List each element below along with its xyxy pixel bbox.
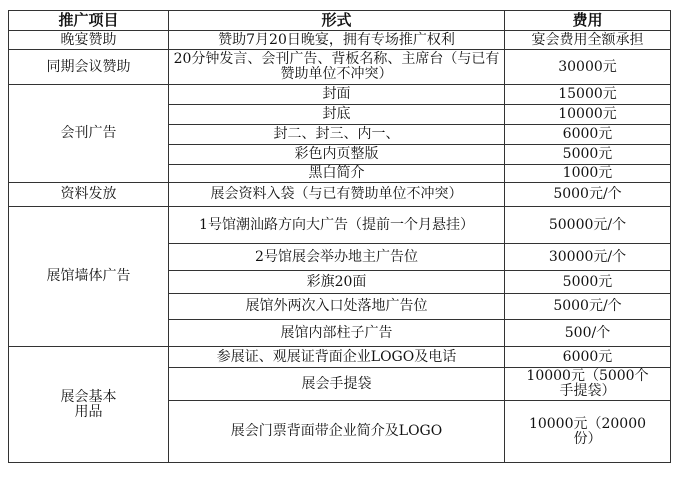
header-form: 形式 xyxy=(169,11,505,31)
form-cell: 封二、封三、内一、 xyxy=(169,125,505,145)
table-row xyxy=(9,207,671,244)
form-cell: 彩旗20面 xyxy=(169,271,505,294)
fee-cell: 10000元 xyxy=(505,105,671,125)
fee-cell: 50000元/个 xyxy=(505,207,671,244)
fee-cell: 15000元 xyxy=(505,85,671,105)
promotion-price-table xyxy=(8,10,671,463)
item-cell: 展馆墙体广告 xyxy=(9,207,169,347)
table-row xyxy=(9,347,671,368)
item-cell: 展会基本用品 xyxy=(9,347,169,463)
form-cell: 封面 xyxy=(169,85,505,105)
form-cell: 彩色内页整版 xyxy=(169,145,505,165)
item-cell: 同期会议赞助 xyxy=(9,50,169,85)
fee-cell: 30000元/个 xyxy=(505,244,671,271)
form-cell: 封底 xyxy=(169,105,505,125)
form-cell: 参展证、观展证背面企业LOGO及电话 xyxy=(169,347,505,368)
fee-cell: 10000元（5000个手提袋） xyxy=(505,368,671,401)
fee-cell: 1000元 xyxy=(505,165,671,183)
form-cell: 2号馆展会举办地主广告位 xyxy=(169,244,505,271)
form-cell: 展会门票背面带企业简介及LOGO xyxy=(169,401,505,463)
table-header-row xyxy=(9,11,671,31)
fee-cell: 5000元/个 xyxy=(505,294,671,320)
table-row xyxy=(9,31,671,50)
fee-cell: 5000元 xyxy=(505,145,671,165)
item-cell: 晚宴赞助 xyxy=(9,31,169,50)
item-cell: 资料发放 xyxy=(9,183,169,207)
form-cell: 展会手提袋 xyxy=(169,368,505,401)
form-cell: 20分钟发言、会刊广告、背板名称、主席台（与已有赞助单位不冲突） xyxy=(169,50,505,85)
table-row xyxy=(9,183,671,207)
form-cell: 1号馆潮汕路方向大广告（提前一个月悬挂） xyxy=(169,207,505,244)
item-cell: 会刊广告 xyxy=(9,85,169,183)
fee-cell: 30000元 xyxy=(505,50,671,85)
header-item: 推广项目 xyxy=(9,11,169,31)
table-row xyxy=(9,50,671,85)
form-cell: 展馆内部柱子广告 xyxy=(169,320,505,347)
fee-cell: 宴会费用全额承担 xyxy=(505,31,671,50)
form-cell: 黑白简介 xyxy=(169,165,505,183)
fee-cell: 5000元/个 xyxy=(505,183,671,207)
fee-cell: 6000元 xyxy=(505,347,671,368)
table-row xyxy=(9,85,671,105)
fee-cell: 6000元 xyxy=(505,125,671,145)
fee-cell: 500/个 xyxy=(505,320,671,347)
form-cell: 赞助7月20日晚宴，拥有专场推广权利 xyxy=(169,31,505,50)
form-cell: 展馆外两次入口处落地广告位 xyxy=(169,294,505,320)
fee-cell: 5000元 xyxy=(505,271,671,294)
fee-cell: 10000元（20000份） xyxy=(505,401,671,463)
header-fee: 费用 xyxy=(505,11,671,31)
form-cell: 展会资料入袋（与已有赞助单位不冲突） xyxy=(169,183,505,207)
